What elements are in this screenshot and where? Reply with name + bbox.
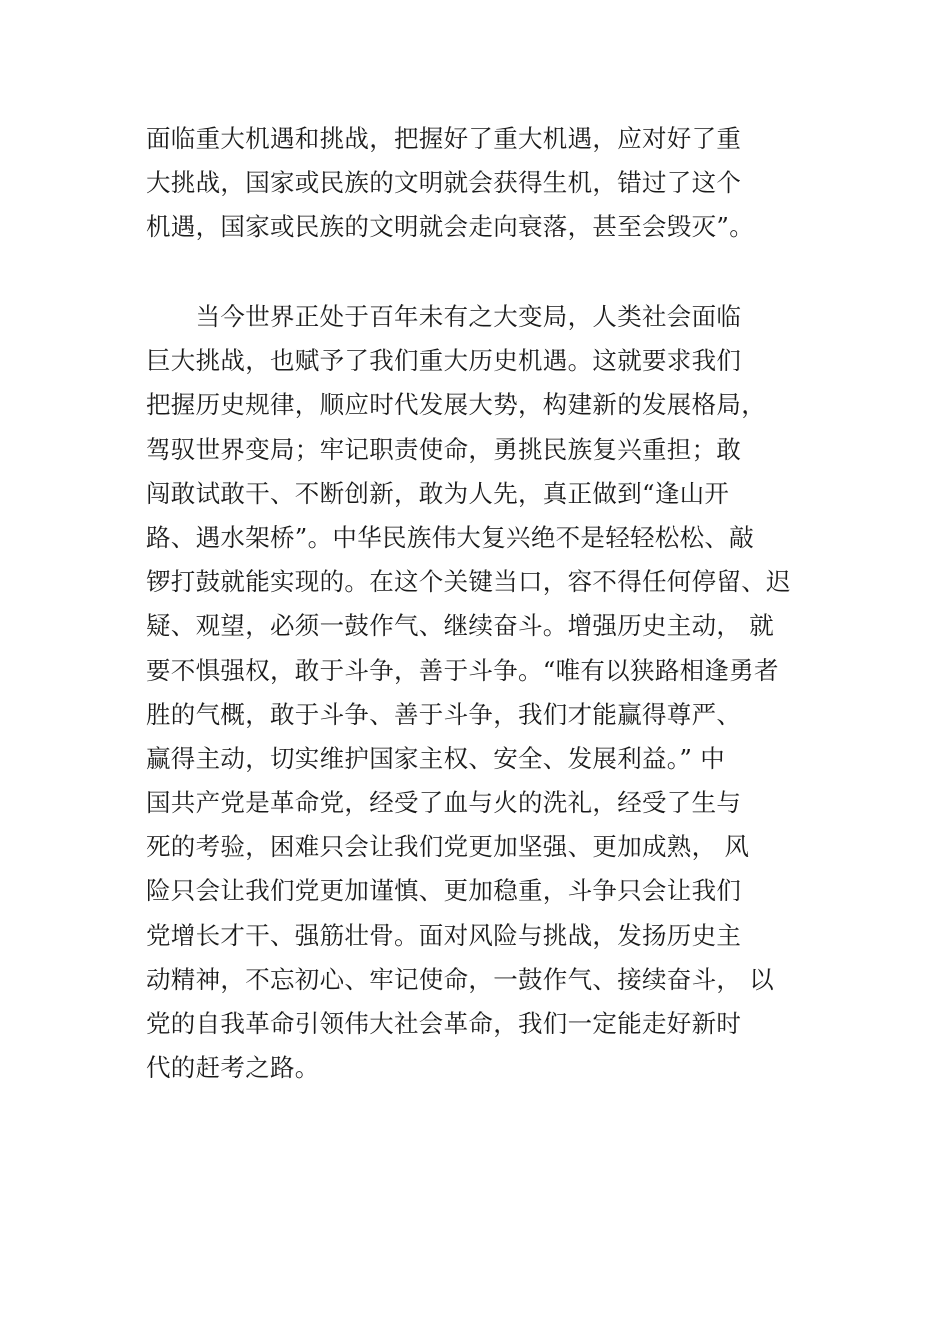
text-line: 把握历史规律，顺应时代发展大势，构建新的发展格局， [146,390,766,420]
text-line: 大挑战，国家或民族的文明就会获得生机，错过了这个 [146,168,742,198]
text-line: 赢得主动，切实维护国家主权、安全、发展利益。” 中 [146,743,726,773]
text-line: 闯敢试敢干、不断创新，敢为人先，真正做到“逢山开 [146,478,730,508]
text-line: 党增长才干、强筋壮骨。面对风险与挑战，发扬历史主 [146,920,742,950]
text-line: 胜的气概，敢于斗争、善于斗争，我们才能赢得尊严、 [146,699,742,729]
text-line: 国共产党是革命党，经受了血与火的洗礼，经受了生与 [146,788,742,818]
text-line: 面临重大机遇和挑战，把握好了重大机遇，应对好了重 [146,124,742,153]
text-line: 驾驭世界变局；牢记职责使命，勇挑民族复兴重担；敢 [146,434,742,464]
text-line: 当今世界正处于百年未有之大变局，人类社会面临 [146,302,742,331]
text-line: 锣打鼓就能实现的。在这个关键当口，容不得任何停留、迟 [146,567,791,597]
text-line: 要不惧强权，敢于斗争，善于斗争。“唯有以狭路相逢勇者 [146,655,779,685]
text-line: 党的自我革命引领伟大社会革命，我们一定能走好新时 [146,1009,742,1038]
text-line: 险只会让我们党更加谨慎、更加稳重，斗争只会让我们 [146,876,742,906]
text-line: 死的考验，困难只会让我们党更加坚强、更加成熟， 风 [146,832,750,862]
paragraph-1 [146,117,816,250]
text-line: 代的赶考之路。 [146,1053,320,1083]
text-line: 机遇，国家或民族的文明就会走向衰落，甚至会毁灭”。 [146,212,755,242]
paragraph-2 [146,295,816,1090]
text-line: 动精神，不忘初心、牢记使命，一鼓作气、接续奋斗， 以 [146,964,775,994]
text-line: 疑、观望，必须一鼓作气、继续奋斗。增强历史主动， 就 [146,611,775,641]
text-line: 路、遇水架桥”。中华民族伟大复兴绝不是轻轻松松、敲 [146,522,755,552]
text-line: 巨大挑战，也赋予了我们重大历史机遇。这就要求我们 [146,346,742,376]
